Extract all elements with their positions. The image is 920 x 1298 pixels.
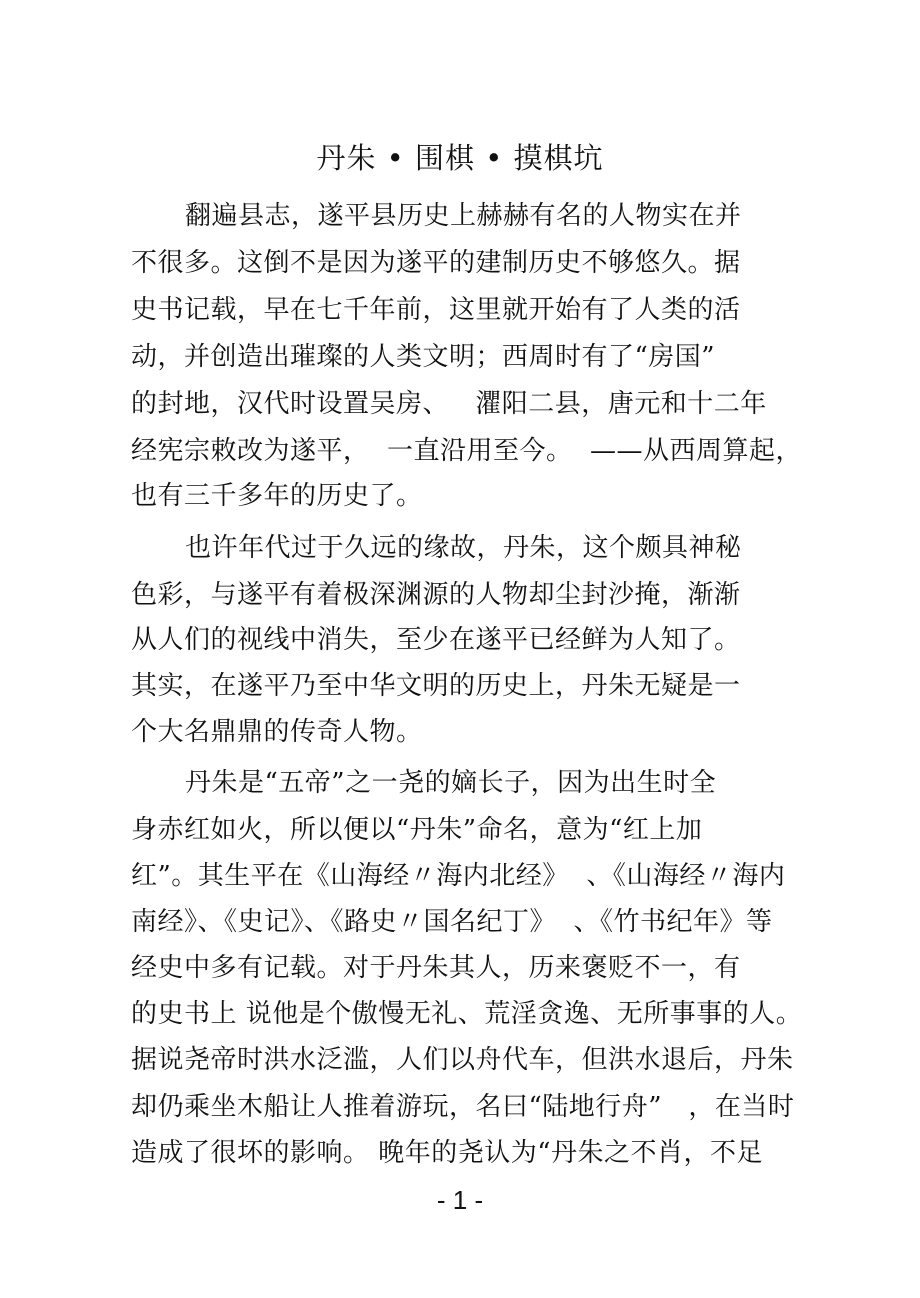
paragraph-2-line-2: 色彩，与遂平有着极深渊源的人物却尘封沙掩，渐渐 (131, 580, 741, 610)
paragraph-2-line-1: 也许年代过于久远的缘故，丹朱，这个颇具神秘 (185, 533, 742, 563)
paragraph-1-line-5: 的封地，汉代时设置吴房、 灈阳二县，唐元和十二年 (131, 389, 767, 419)
page-title: 丹朱 • 围棋 • 摸棋坑 (316, 141, 604, 175)
paragraph-3-line-1: 丹朱是“五帝”之一尧的嫡长子，因为出生时全 (185, 768, 717, 798)
paragraph-3-line-9: 造成了很坏的影响。 晚年的尧认为“丹朱之不肖，不足 (131, 1138, 764, 1168)
paragraph-3-line-2: 身赤红如火，所以便以“丹朱”命名，意为“红上加 (131, 815, 703, 845)
paragraph-3-line-3: 红”。其生平在《山海经〃海内北经》 、《山海经〃海内 (131, 861, 786, 891)
paragraph-3-line-5: 经史中多有记载。对于丹朱其人，历来褒贬不一，有 (131, 953, 741, 983)
page-number: - 1 - (436, 1185, 484, 1215)
paragraph-3-line-8: 却仍乘坐木船让人推着游玩，名曰“陆地行舟” ，在当时 (131, 1092, 795, 1122)
paragraph-3-line-6: 的史书上 说他是个傲慢无礼、荒淫贪逸、无所事事的人。 (131, 999, 803, 1029)
paragraph-1-line-2: 不很多。这倒不是因为遂平的建制历史不够悠久。据 (131, 248, 741, 278)
paragraph-1-line-7: 也有三千多年的历史了。 (131, 481, 423, 511)
paragraph-1-line-3: 史书记载，早在七千年前，这里就开始有了人类的活 (131, 295, 741, 325)
paragraph-1-line-6: 经宪宗敕改为遂平， 一直沿用至今。 ——从西周算起， (131, 436, 803, 466)
paragraph-3-line-7: 据说尧帝时洪水泛滥，人们以舟代车，但洪水退后，丹朱 (131, 1045, 794, 1075)
paragraph-1-line-4: 动，并创造出璀璨的人类文明；西周时有了“房国” (131, 342, 716, 372)
paragraph-1-line-1: 翻遍县志，遂平县历史上赫赫有名的人物实在并 (185, 201, 742, 231)
paragraph-2-line-5: 个大名鼎鼎的传奇人物。 (131, 717, 423, 747)
paragraph-2-line-3: 从人们的视线中消失，至少在遂平已经鲜为人知了。 (131, 625, 741, 655)
paragraph-3-line-4: 南经》、《史记》、《路史〃国名纪丁》 、《竹书纪年》等 (131, 907, 773, 937)
paragraph-2-line-4: 其实，在遂平乃至中华文明的历史上，丹朱无疑是一 (131, 671, 741, 701)
